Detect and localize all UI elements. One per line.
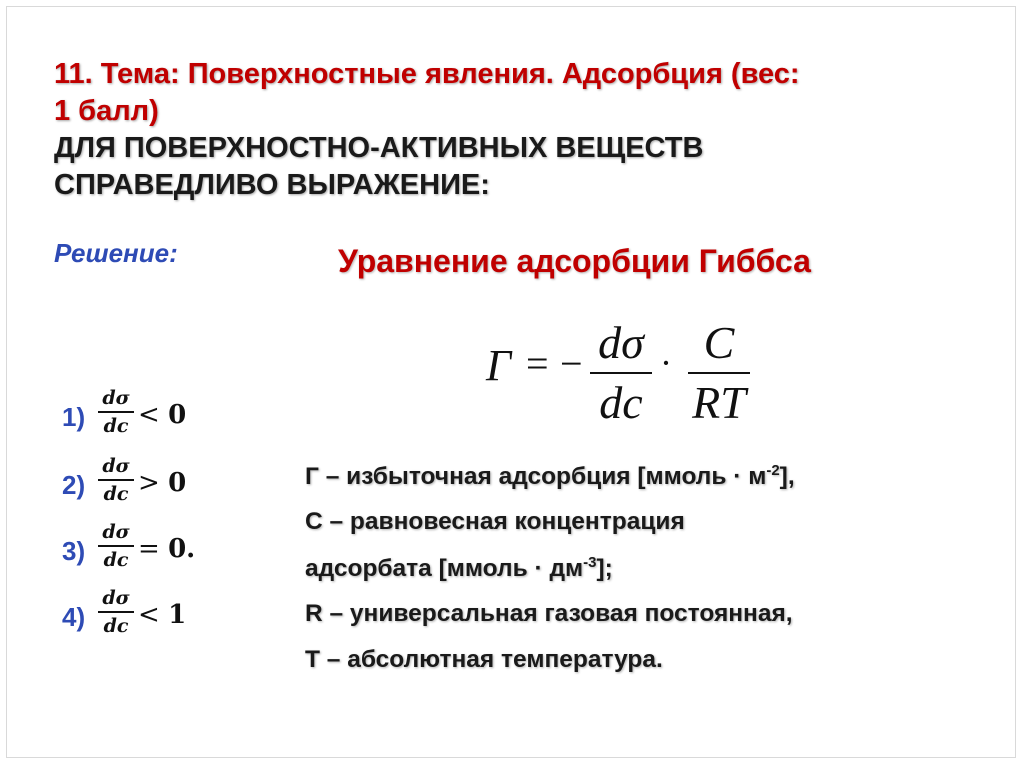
legend-c-exponent: -3 xyxy=(583,554,597,571)
answer-option-2[interactable] xyxy=(62,454,242,514)
equation-multiply-dot: · xyxy=(660,343,672,383)
option-fraction xyxy=(98,586,134,638)
option-operator: < xyxy=(138,400,160,430)
option-value: 0 xyxy=(168,468,187,498)
option-fraction-denominator: dc xyxy=(103,615,129,637)
option-fraction-numerator: dσ xyxy=(102,387,130,409)
legend-gamma-text: Г – избыточная адсорбция [ммоль · м xyxy=(305,463,767,491)
equation-fraction-dsigma-dc xyxy=(590,318,652,428)
legend-gamma-tail: ], xyxy=(779,463,795,491)
legend-c-continued xyxy=(305,554,613,583)
option-number: 2) xyxy=(62,470,86,500)
fraction-bar xyxy=(590,372,652,374)
option-operator: = xyxy=(138,534,160,564)
option-fraction-bar xyxy=(98,411,134,413)
option-value: 0. xyxy=(168,534,196,564)
option-number: 4) xyxy=(62,602,86,632)
option-relation xyxy=(138,534,195,564)
title-weight: 1 балл) xyxy=(54,95,159,127)
gibbs-equation-title: Уравнение адсорбции Гиббса xyxy=(338,243,811,279)
fraction-numerator: C xyxy=(703,317,735,368)
equation-equals: = xyxy=(526,341,549,386)
option-value: 1 xyxy=(168,600,187,630)
equation-gamma: Γ xyxy=(486,341,512,390)
question-line-1: ДЛЯ ПОВЕРХНОСТНО-АКТИВНЫХ ВЕЩЕСТВ xyxy=(54,132,704,164)
legend-c: С – равновесная концентрация xyxy=(305,508,685,535)
question-line-2: СПРАВЕДЛИВО ВЫРАЖЕНИЕ: xyxy=(54,169,490,201)
option-fraction-numerator: dσ xyxy=(102,455,130,477)
option-fraction-numerator: dσ xyxy=(102,521,130,543)
option-fraction-bar xyxy=(98,545,134,547)
solution-label: Решение: xyxy=(54,238,178,268)
fraction-bar xyxy=(688,372,750,374)
option-relation xyxy=(138,600,186,630)
option-relation xyxy=(138,468,186,498)
equation-fraction-c-rt xyxy=(688,318,750,428)
option-fraction-numerator: dσ xyxy=(102,587,130,609)
legend-gamma xyxy=(305,462,795,491)
legend-r: R – универсальная газовая постоянная, xyxy=(305,600,793,627)
option-fraction-bar xyxy=(98,479,134,481)
option-relation xyxy=(138,400,186,430)
title-topic: 11. Тема: Поверхностные явления. Адсорбция (вес: xyxy=(54,58,800,90)
option-number: 3) xyxy=(62,536,86,566)
option-operator: > xyxy=(138,468,160,498)
answer-option-1[interactable] xyxy=(62,386,242,446)
option-operator: < xyxy=(138,600,160,630)
option-fraction-denominator: dc xyxy=(103,549,129,571)
equation-minus: − xyxy=(560,341,583,386)
slide-title xyxy=(54,56,954,204)
option-fraction-denominator: dc xyxy=(103,415,129,437)
option-fraction-bar xyxy=(98,611,134,613)
fraction-denominator: dc xyxy=(599,377,643,428)
answer-option-4[interactable] xyxy=(62,586,242,646)
option-fraction xyxy=(98,386,134,438)
fraction-numerator: dσ xyxy=(598,317,644,368)
legend-c-text: адсорбата [ммоль · дм xyxy=(305,555,584,583)
option-fraction-denominator: dc xyxy=(103,483,129,505)
option-value: 0 xyxy=(168,400,187,430)
option-number: 1) xyxy=(62,402,86,432)
legend-gamma-exponent: -2 xyxy=(766,462,780,479)
legend-t: Т – абсолютная температура. xyxy=(305,646,663,673)
fraction-denominator: RT xyxy=(692,377,746,428)
answer-option-3[interactable] xyxy=(62,520,242,580)
option-fraction xyxy=(98,454,134,506)
option-fraction xyxy=(98,520,134,572)
legend-c-tail: ]; xyxy=(596,555,613,583)
